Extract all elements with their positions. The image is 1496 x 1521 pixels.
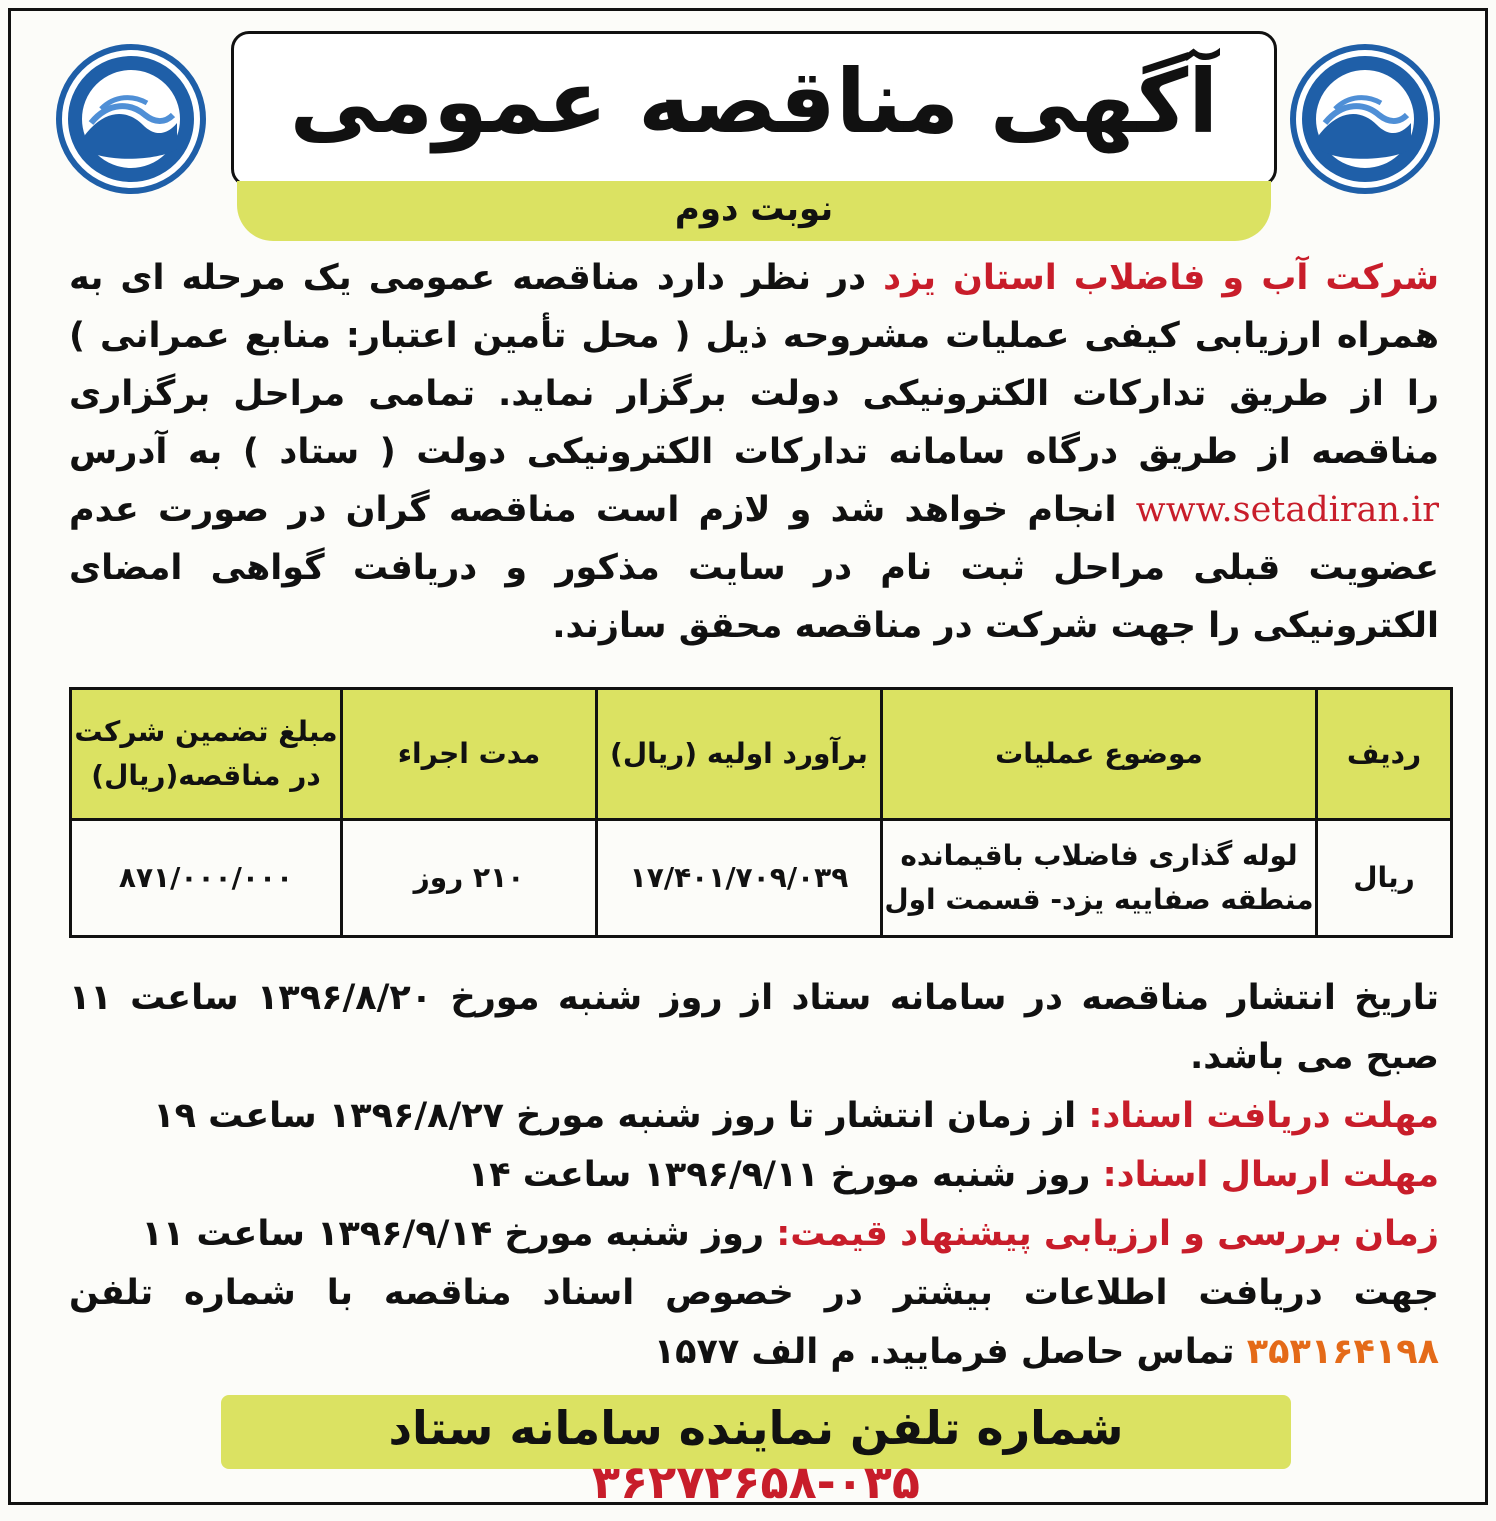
review-value: روز شنبه مورخ ۱۳۹۶/۹/۱۴ ساعت ۱۱ [141, 1214, 765, 1254]
notice-round: نوبت دوم [674, 189, 834, 229]
footer-bar [221, 1395, 1291, 1509]
footer-label: شماره تلفن نماینده سامانه ستاد [388, 1401, 1124, 1455]
contact-end: تماس حاصل فرمایید. م الف ۱۵۷۷ [653, 1332, 1235, 1372]
review-label: زمان بررسی و ارزیابی پیشنهاد قیمت: [776, 1214, 1439, 1254]
intro-text-2: انجام خواهد شد و لازم است مناقصه گران در صورت عدم عضویت قبلی مراحل ثبت نام در سایت مذکور و دریافت گواهی امضای الکترونیکی را جهت شرکت در مناقصه محقق سازند. [69, 490, 1439, 646]
send-deadline [69, 1146, 1439, 1205]
contact-text: جهت دریافت اطلاعات بیشتر در خصوص اسناد مناقصه با شماره تلفن [69, 1273, 1439, 1313]
cell-duration: ۲۱۰ روز [342, 820, 597, 937]
table-header-row [71, 689, 1452, 820]
page-title: آگهی مناقصه عمومی [289, 50, 1219, 153]
footer-phone-line [221, 1401, 1291, 1509]
table-row [71, 820, 1452, 937]
water-wave-logo-icon [51, 39, 211, 199]
header-subject: موضوع عملیات [882, 689, 1317, 820]
intro-paragraph [69, 249, 1439, 655]
cell-subject: لوله گذاری فاضلاب باقیمانده منطقه صفاییه یزد- قسمت اول [882, 820, 1317, 937]
contact-phone: ۳۵۳۱۶۴۱۹۸ [1246, 1332, 1439, 1372]
tender-notice [8, 8, 1488, 1509]
receive-label: مهلت دریافت اسناد: [1088, 1096, 1439, 1136]
footer-phone: ۰۳۵-۳۶۲۷۲۶۵۸ [592, 1455, 920, 1509]
tender-details [69, 969, 1439, 1382]
cell-guarantee: ۸۷۱/۰۰۰/۰۰۰ [71, 820, 342, 937]
send-value: روز شنبه مورخ ۱۳۹۶/۹/۱۱ ساعت ۱۴ [467, 1155, 1091, 1195]
tender-table [69, 687, 1453, 927]
contact-info [69, 1264, 1439, 1382]
cell-estimate: ۱۷/۴۰۱/۷۰۹/۰۳۹ [597, 820, 882, 937]
title-box [231, 31, 1277, 187]
receive-value: از زمان انتشار تا روز شنبه مورخ ۱۳۹۶/۸/۲۷ ساعت ۱۹ [153, 1096, 1077, 1136]
publish-date: تاریخ انتشار مناقصه در سامانه ستاد از روز شنبه مورخ ۱۳۹۶/۸/۲۰ ساعت ۱۱ صبح می باشد. [69, 978, 1440, 1077]
send-label: مهلت ارسال اسناد: [1102, 1155, 1439, 1195]
header-estimate: برآورد اولیه (ریال) [597, 689, 882, 820]
water-wave-logo-icon [1285, 39, 1445, 199]
company-name: شرکت آب و فاضلاب استان یزد [883, 258, 1439, 298]
subtitle-bar [237, 181, 1271, 241]
cell-row-number: ریال [1317, 820, 1452, 937]
header-guarantee: مبلغ تضمین شرکت در مناقصه(ریال) [71, 689, 342, 820]
setad-url-link[interactable]: www.setadiran.ir [1135, 490, 1440, 530]
header-row-number: ردیف [1317, 689, 1452, 820]
intro-text-1: در نظر دارد مناقصه عمومی یک مرحله ای به همراه ارزیابی کیفی عملیات مشروحه ذیل ( محل تأمین اعتبار: منابع عمرانی ) را از طریق تدارکات الکترونیکی دولت برگزار نماید. تمامی مراحل برگزاری مناقصه از طریق درگاه سامانه تدارکات الکترونیکی دولت ( ستاد ) به آدرس [69, 258, 1439, 472]
review-time [69, 1205, 1439, 1264]
header-duration: مدت اجراء [342, 689, 597, 820]
receive-deadline [69, 1087, 1439, 1146]
